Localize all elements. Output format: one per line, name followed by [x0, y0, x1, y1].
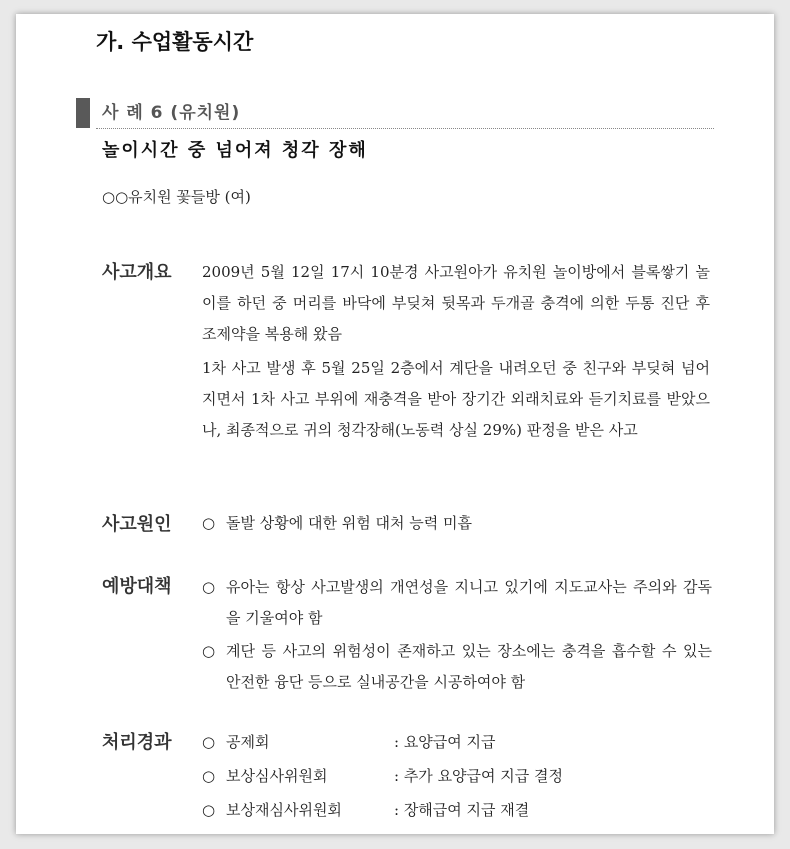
overview-label: 사고개요: [102, 262, 172, 283]
bullet-mark: ○: [202, 514, 216, 532]
prevention-item-2: [202, 636, 712, 698]
case-marker-bar: [76, 98, 90, 128]
bullet-mark: ○: [202, 767, 216, 785]
institution-line: ○○유치원 꽃들방 (여): [102, 188, 251, 206]
cause-item: [202, 508, 712, 539]
processing-row: [202, 727, 712, 758]
processing-org: 보상심사위원회: [226, 767, 328, 785]
prevention-item-text: 유아는 항상 사고발생의 개연성을 지니고 있기에 지도교사는 주의와 감독을 기울여야 함: [226, 578, 712, 627]
overview-paragraph-1: 2009년 5월 12일 17시 10분경 사고원아가 유치원 놀이방에서 블록쌓기 놀이를 하던 중 머리를 바닥에 부딪쳐 뒷목과 두개골 충격에 의한 두통 진단 후 조제약을 복용해 왔음: [202, 263, 710, 343]
case-label: 사 례 6 (유치원): [102, 103, 241, 123]
processing-row: [202, 761, 712, 792]
prevention-item-1: [202, 572, 712, 634]
case-divider: [96, 128, 714, 129]
case-headline: 놀이시간 중 넘어져 청각 장해: [102, 140, 368, 161]
processing-label: 처리경과: [102, 732, 172, 753]
processing-org: 보상재심사위원회: [226, 801, 342, 819]
processing-result: : 장해급여 지급 재결: [394, 801, 530, 819]
document-page: [16, 14, 774, 834]
section-title: 가. 수업활동시간: [96, 30, 254, 54]
prevention-label: 예방대책: [102, 576, 172, 597]
bullet-mark: ○: [202, 733, 216, 751]
processing-row: [202, 795, 712, 826]
overview-paragraph-2: 1차 사고 발생 후 5월 25일 2층에서 계단을 내려오던 중 친구와 부딪혀 넘어지면서 1차 사고 부위에 재충격을 받아 장기간 외래치료와 듣기치료를 받았으나, 최종적으로 귀의 청각장해(노동력 상실 29%) 판정을 받은 사고: [202, 359, 710, 439]
cause-label: 사고원인: [102, 514, 172, 535]
cause-item-text: 돌발 상황에 대한 위험 대처 능력 미흡: [226, 514, 472, 532]
bullet-mark: ○: [202, 642, 216, 660]
prevention-item-text: 계단 등 사고의 위험성이 존재하고 있는 장소에는 충격을 흡수할 수 있는 안전한 융단 등으로 실내공간을 시공하여야 함: [226, 642, 712, 691]
processing-result: : 추가 요양급여 지급 결정: [394, 767, 564, 785]
processing-org: 공제회: [226, 733, 270, 751]
processing-result: : 요양급여 지급: [394, 733, 496, 751]
bullet-mark: ○: [202, 801, 216, 819]
bullet-mark: ○: [202, 578, 216, 596]
